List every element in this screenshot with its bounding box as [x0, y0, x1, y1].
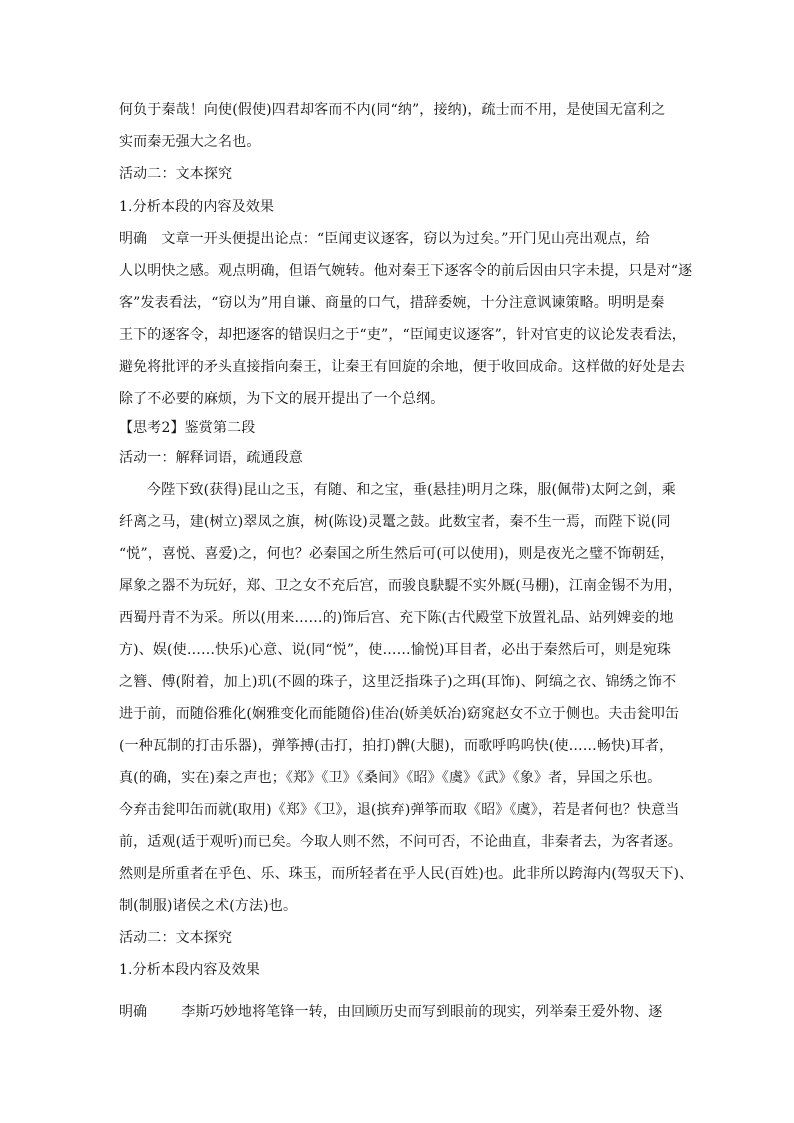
question-heading: 1.分析本段内容及效果: [119, 962, 261, 978]
text-line: 西蜀丹青不为采。所以(用来……的)饰后宫、充下陈(古代殿堂下放置礼品、站列婢妾的地: [119, 610, 674, 626]
answer-line: [119, 1002, 662, 1022]
text-line: 进于前，而随俗雅化(娴雅变化而能随俗)佳冶(娇美妖冶)窈窕赵女不立于侧也。夫击瓮叩缶: [119, 706, 680, 722]
text-line: 真(的确，实在)秦之声也；《郑》《卫》《桑间》《昭》《虞》《武》《象》者，异国之乐也。: [119, 770, 662, 786]
text-line: 实而秦无强大之名也。: [119, 134, 261, 150]
section-heading: 活动二：文本探究: [119, 166, 233, 182]
text-line: 客”发表看法，“窃以为”用自谦、商量的口气，措辞委婉，十分注意讽谏策略。明明是秦: [119, 295, 665, 311]
text-line: 今陛下致(获得)昆山之玉，有随、和之宝，垂(悬挂)明月之珠，服(佩带)太阿之剑，乘: [147, 482, 676, 498]
thinking-heading: 【思考2】鉴赏第二段: [119, 420, 256, 436]
text-line: 王下的逐客令，却把逐客的错误归之于“吏”，“臣闻吏议逐客”，针对官吏的议论发表看法，: [119, 327, 686, 343]
text-line: 人以明快之感。观点明确，但语气婉转。他对秦王下逐客令的前后因由只字未提，只是对“逐: [119, 263, 693, 279]
text-line: 前，适观(适于观听)而已矣。今取人则不然，不问可否，不论曲直，非秦者去，为客者逐。: [119, 834, 683, 850]
text-line: 纤离之马，建(树立)翠凤之旗，树(陈设)灵鼍之鼓。此数宝者，秦不生一焉，而陛下说(同: [119, 514, 671, 530]
text-line: 之簪、傅(附着，加上)玑(不圆的珠子，这里泛指珠子)之珥(耳饰)、阿缟之衣、锦绣之饰不: [119, 674, 677, 690]
text-line: 方)、娱(使……快乐)心意、说(同“悦”，使……愉悦)耳目者，必出于秦然后可，则是宛珠: [119, 642, 672, 658]
section-heading: 活动二：文本探究: [119, 930, 233, 946]
section-heading: 活动一：解释词语，疏通段意: [119, 450, 303, 466]
answer-label: 明确: [119, 1004, 148, 1020]
text-line: 除了不必要的麻烦，为下文的展开提出了一个总纲。: [119, 391, 445, 407]
text-line: (一种瓦制的打击乐器)，弹筝搏(击打，拍打)髀(大腿)，而歌呼呜呜快(使……畅快)耳者，: [119, 738, 674, 754]
text-line: 然则是所重者在乎色、乐、珠玉，而所轻者在乎人民(百姓)也。此非所以跨海内(驾驭天下)、: [119, 866, 694, 882]
text-line: 犀象之器不为玩好，郑、卫之女不充后宫，而骏良駃騠不实外厩(马棚)，江南金锡不为用，: [119, 578, 683, 594]
text-line: “悦”，喜悦、喜爱)之，何也？必秦国之所生然后可(可以使用)，则是夜光之璧不饰朝廷，: [119, 546, 674, 562]
text-line: 制(制服)诸侯之术(方法)也。: [119, 898, 298, 914]
question-heading: 1.分析本段的内容及效果: [119, 199, 275, 215]
answer-text: 文章一开头便提出论点：“臣闻吏议逐客，窃以为过矣。”开门见山亮出观点，给: [161, 231, 651, 247]
text-line: 今弃击瓮叩缶而就(取用)《郑》《卫》，退(摈弃)弹筝而取《昭》《虞》，若是者何也？快意当: [119, 802, 680, 818]
text-line: 何负于秦哉！向使(假使)四君却客而不内(同“纳”，接纳)，疏士而不用，是使国无富利之: [119, 102, 666, 118]
answer-line: [119, 229, 650, 249]
answer-text: 李斯巧妙地将笔锋一转，由回顾历史而写到眼前的现实，列举秦王爱外物、逐: [181, 1004, 663, 1020]
text-line: 避免将批评的矛头直接指向秦王，让秦王有回旋的余地，便于收回成命。这样做的好处是去: [119, 359, 685, 375]
answer-label: 明确: [119, 231, 148, 247]
